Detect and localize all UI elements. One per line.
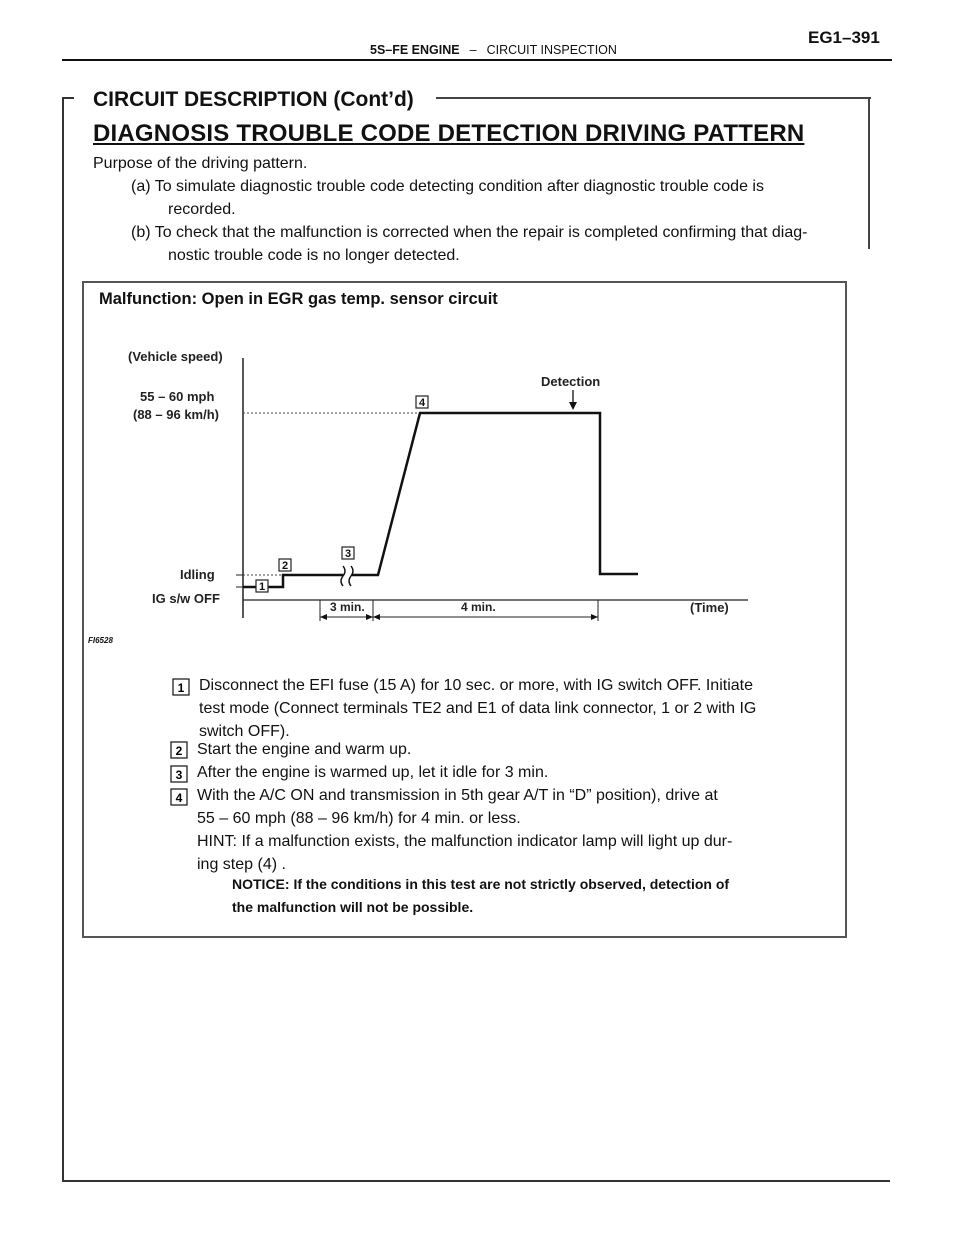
header-rule xyxy=(62,59,892,61)
frame-top-left-tick xyxy=(62,97,74,99)
step-2-line1: Start the engine and warm up. xyxy=(197,741,412,758)
step-1-line1: Disconnect the EFI fuse (15 A) for 10 sec. or more, with IG switch OFF. Initiate xyxy=(199,677,753,694)
step-1-line3: switch OFF). xyxy=(199,723,290,740)
frame-right-border xyxy=(868,97,870,249)
dim-arrow xyxy=(320,614,327,620)
chart-marker-2 xyxy=(279,559,291,572)
step-1-badge xyxy=(172,678,190,696)
purpose-intro: Purpose of the driving pattern. xyxy=(93,155,308,172)
chart-marker-4 xyxy=(416,396,428,409)
ig-off-label: IG s/w OFF xyxy=(152,591,220,606)
svg-text:4: 4 xyxy=(418,397,426,409)
figure-code: FI6528 xyxy=(88,636,113,645)
main-title: DIAGNOSIS TROUBLE CODE DETECTION DRIVING PATTERN xyxy=(93,120,805,147)
malfunction-title: Malfunction: Open in EGR gas temp. sensor circuit xyxy=(99,290,498,308)
svg-text:3: 3 xyxy=(344,548,352,560)
purpose-b-line1: (b) To check that the malfunction is corrected when the repair is completed confirming that diag- xyxy=(131,224,808,241)
step-3-line1: After the engine is warmed up, let it idle for 3 min. xyxy=(197,764,549,781)
purpose-a-line1: (a) To simulate diagnostic trouble code detecting condition after diagnostic trouble code is xyxy=(131,178,764,195)
driving-pattern-chart xyxy=(118,338,758,628)
step-4-line2: 55 – 60 mph (88 – 96 km/h) for 4 min. or less. xyxy=(197,810,521,827)
chart-marker-1 xyxy=(256,580,268,593)
frame-top-border xyxy=(436,97,871,99)
idling-label: Idling xyxy=(180,567,215,582)
hint-line2: ing step (4) . xyxy=(197,856,286,873)
frame-left-border xyxy=(62,97,64,1180)
hint-line1: HINT: If a malfunction exists, the malfunction indicator lamp will light up dur- xyxy=(197,833,733,850)
step-4-badge xyxy=(170,788,188,806)
page-code: EG1–391 xyxy=(808,28,880,47)
purpose-b-line2: nostic trouble code is no longer detected. xyxy=(168,247,460,264)
speed-mph-label: 55 – 60 mph xyxy=(140,389,215,404)
header-section: CIRCUIT INSPECTION xyxy=(486,43,617,57)
notice-line1: NOTICE: If the conditions in this test are not strictly observed, detection of xyxy=(232,876,730,892)
header-separator: – xyxy=(469,43,477,57)
running-header xyxy=(370,43,617,57)
step-1-line2: test mode (Connect terminals TE2 and E1 of data link connector, 1 or 2 with IG xyxy=(199,700,757,717)
step-3-badge xyxy=(170,765,188,783)
svg-text:1: 1 xyxy=(177,681,185,695)
speed-kmh-label: (88 – 96 km/h) xyxy=(133,407,219,422)
duration-4min-label: 4 min. xyxy=(461,600,496,614)
dim-arrow xyxy=(373,614,380,620)
svg-text:1: 1 xyxy=(258,581,266,593)
svg-text:3: 3 xyxy=(175,768,183,782)
step-4-line1: With the A/C ON and transmission in 5th gear A/T in “D” position), drive at xyxy=(197,787,718,804)
purpose-a-line2: recorded. xyxy=(168,201,236,218)
detection-label: Detection xyxy=(541,374,601,389)
svg-text:2: 2 xyxy=(281,560,289,572)
dim-arrow xyxy=(591,614,598,620)
duration-3min-label: 3 min. xyxy=(330,600,365,614)
pattern-drive-segment xyxy=(352,413,638,575)
chart-marker-3 xyxy=(342,547,354,560)
y-axis-title: (Vehicle speed) xyxy=(128,349,223,364)
dim-arrow xyxy=(366,614,373,620)
frame-bottom-border xyxy=(62,1180,890,1182)
section-title: CIRCUIT DESCRIPTION (Cont’d) xyxy=(93,88,414,111)
notice-line2: the malfunction will not be possible. xyxy=(232,899,474,915)
detection-arrowhead xyxy=(569,402,577,410)
time-axis-label: (Time) xyxy=(690,600,729,615)
svg-text:4: 4 xyxy=(175,791,183,805)
header-engine: 5S–FE ENGINE xyxy=(370,43,460,57)
step-2-badge xyxy=(170,741,188,759)
svg-text:2: 2 xyxy=(175,744,183,758)
